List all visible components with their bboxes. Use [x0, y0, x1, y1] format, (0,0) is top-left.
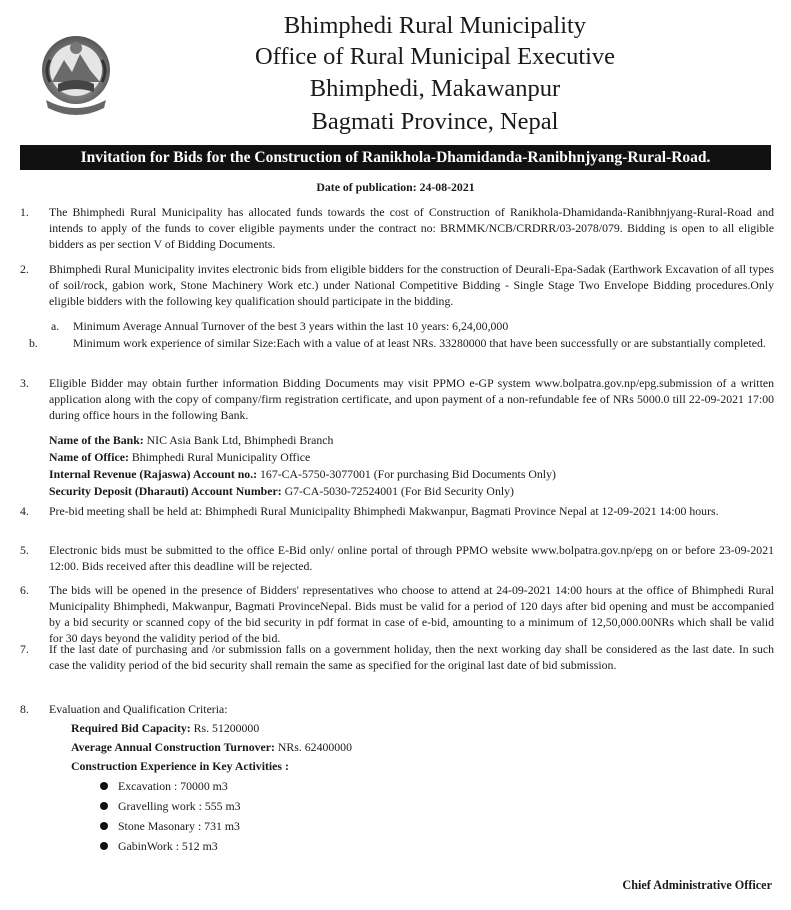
office-name-label: Name of Office: [49, 450, 129, 464]
bullet-icon [100, 822, 108, 830]
publication-date: Date of publication: 24-08-2021 [316, 180, 475, 194]
item-number: 7. [20, 642, 29, 656]
item-number: 4. [20, 504, 29, 518]
item-6-text: The bids will be opened in the presence of Bidders' representatives who choose to attend at 24-09-2021 14:00 hours at the office of Bhimphedi Rural Municipality Bhimphedi, Makwanpur, Bagmati ProvinceNepal. Bids must be valid for a period of 120 days after bid opening and must be accompanied by a bid security or scanned copy of the bid security in pdf format in case of e-bid, amounting to a minimum of 12,50,000.00NRs which shall be valid for 30 days beyond the validity period of the bid. [49, 583, 774, 646]
bank-name-label: Name of the Bank: [49, 433, 144, 447]
office-location: Bhimphedi, Makawanpur [309, 75, 561, 102]
list-item [100, 778, 228, 794]
nepal-emblem-logo [38, 20, 114, 124]
bullet-icon [100, 802, 108, 810]
item-3-text: Eligible Bidder may obtain further information Bidding Documents may visit PPMO e-GP system www.bolpatra.gov.np/epg.submission of a written application along with the copy of company/firm registration certificate, and upon payment of a non-refundable fee of NRs 5000.0 till 22-09-2021 17:00 during office hours in the following Bank. [49, 376, 774, 423]
turnover-line [71, 739, 352, 755]
revenue-account-label: Internal Revenue (Rajaswa) Account no.: [49, 467, 258, 481]
list-item [100, 798, 241, 814]
activity-text: Stone Masonary : 731 m3 [118, 819, 240, 833]
revenue-account-value: 167-CA-5750-3077001 (For purchasing Bid Documents Only) [257, 467, 556, 481]
item-number: 3. [20, 376, 29, 390]
office-name: Office of Rural Municipal Executive [254, 43, 616, 70]
list-item [100, 838, 218, 854]
item-number: 5. [20, 543, 29, 557]
item-5-text: Electronic bids must be submitted to the office E-Bid only/ online portal of through PPMO website www.bolpatra.gov.np/epg on or before 23-09-2021 12:00. Bids received after this deadline will be rejected. [49, 543, 774, 574]
activity-text: GabinWork : 512 m3 [118, 839, 218, 853]
signatory-title: Chief Administrative Officer [622, 878, 772, 892]
item-number: 6. [20, 583, 29, 597]
notice-title-banner: Invitation for Bids for the Construction of Ranikhola-Dhamidanda-Ranibhnjyang-Rural-Road. [20, 145, 771, 170]
turnover-value: NRs. 62400000 [274, 740, 352, 754]
list-item [100, 818, 240, 834]
item-2b-text: Minimum work experience of similar Size:Each with a value of at least NRs. 33280000 that have been successfully or are substantially completed. [73, 336, 766, 350]
bank-name-value: NIC Asia Bank Ltd, Bhimphedi Branch [143, 433, 334, 447]
security-account-label: Security Deposit (Dharauti) Account Number: [49, 484, 282, 498]
turnover-label: Average Annual Construction Turnover: [71, 740, 275, 754]
item-7-text: If the last date of purchasing and /or submission falls on a government holiday, then the next working day shall be considered as the last date. In such case the validity period of the bid security shall remain the same as specified for the original last date of bid submission. [49, 642, 774, 673]
item-2a-text: Minimum Average Annual Turnover of the best 3 years within the last 10 years: 6,24,00,000 [73, 319, 509, 333]
item-2b-label: b. [29, 336, 38, 350]
municipality-name: Bhimphedi Rural Municipality [283, 12, 587, 39]
bid-capacity-label: Required Bid Capacity: [71, 721, 191, 735]
office-name-line [49, 449, 774, 465]
item-number: 1. [20, 205, 29, 219]
office-name-value: Bhimphedi Rural Municipality Office [128, 450, 311, 464]
security-account-value: G7-CA-5030-72524001 (For Bid Security Only) [281, 484, 514, 498]
activity-text: Excavation : 70000 m3 [118, 779, 228, 793]
item-4-text: Pre-bid meeting shall be held at: Bhimphedi Rural Municipality Bhimphedi Makwanpur, Bagmati Province Nepal at 12-09-2021 14:00 hours. [49, 504, 719, 518]
item-2-text: Bhimphedi Rural Municipality invites electronic bids from eligible bidders for the construction of Deurali-Epa-Sadak (Earthwork Excavation of all types of soil/rock, gabion work, Stone Machinery Work etc.) under National Competitive Bidding - Single Stage Two Envelope Bidding procedures.Only eligible bidders with the following key qualification should participate in the bidding. [49, 262, 774, 309]
bid-capacity-line [71, 720, 259, 736]
bullet-icon [100, 842, 108, 850]
province-line: Bagmati Province, Nepal [311, 108, 559, 135]
item-2b [29, 335, 791, 351]
activity-text: Gravelling work : 555 m3 [118, 799, 241, 813]
bid-capacity-value: Rs. 51200000 [190, 721, 260, 735]
experience-heading [71, 758, 289, 774]
item-2a [51, 318, 776, 334]
item-number: 8. [20, 702, 29, 716]
experience-label: Construction Experience in Key Activities : [71, 759, 289, 773]
item-number: 2. [20, 262, 29, 276]
revenue-account-line [49, 466, 774, 482]
bullet-icon [100, 782, 108, 790]
item-2a-label: a. [51, 319, 60, 333]
security-account-line [49, 483, 774, 499]
item-8-text: Evaluation and Qualification Criteria: [49, 702, 228, 716]
bank-name-line [49, 432, 774, 448]
item-1-text: The Bhimphedi Rural Municipality has allocated funds towards the cost of Construction of Ranikhola-Dhamidanda-Ranibhnjyang-Rural-Road and intends to apply of the funds to cover eligible payments under the contract no: BRMMK/NCB/CRDRR/03-2078/079. Bidding is open to all eligible bidders as per section V of Bidding Documents. [49, 205, 774, 252]
